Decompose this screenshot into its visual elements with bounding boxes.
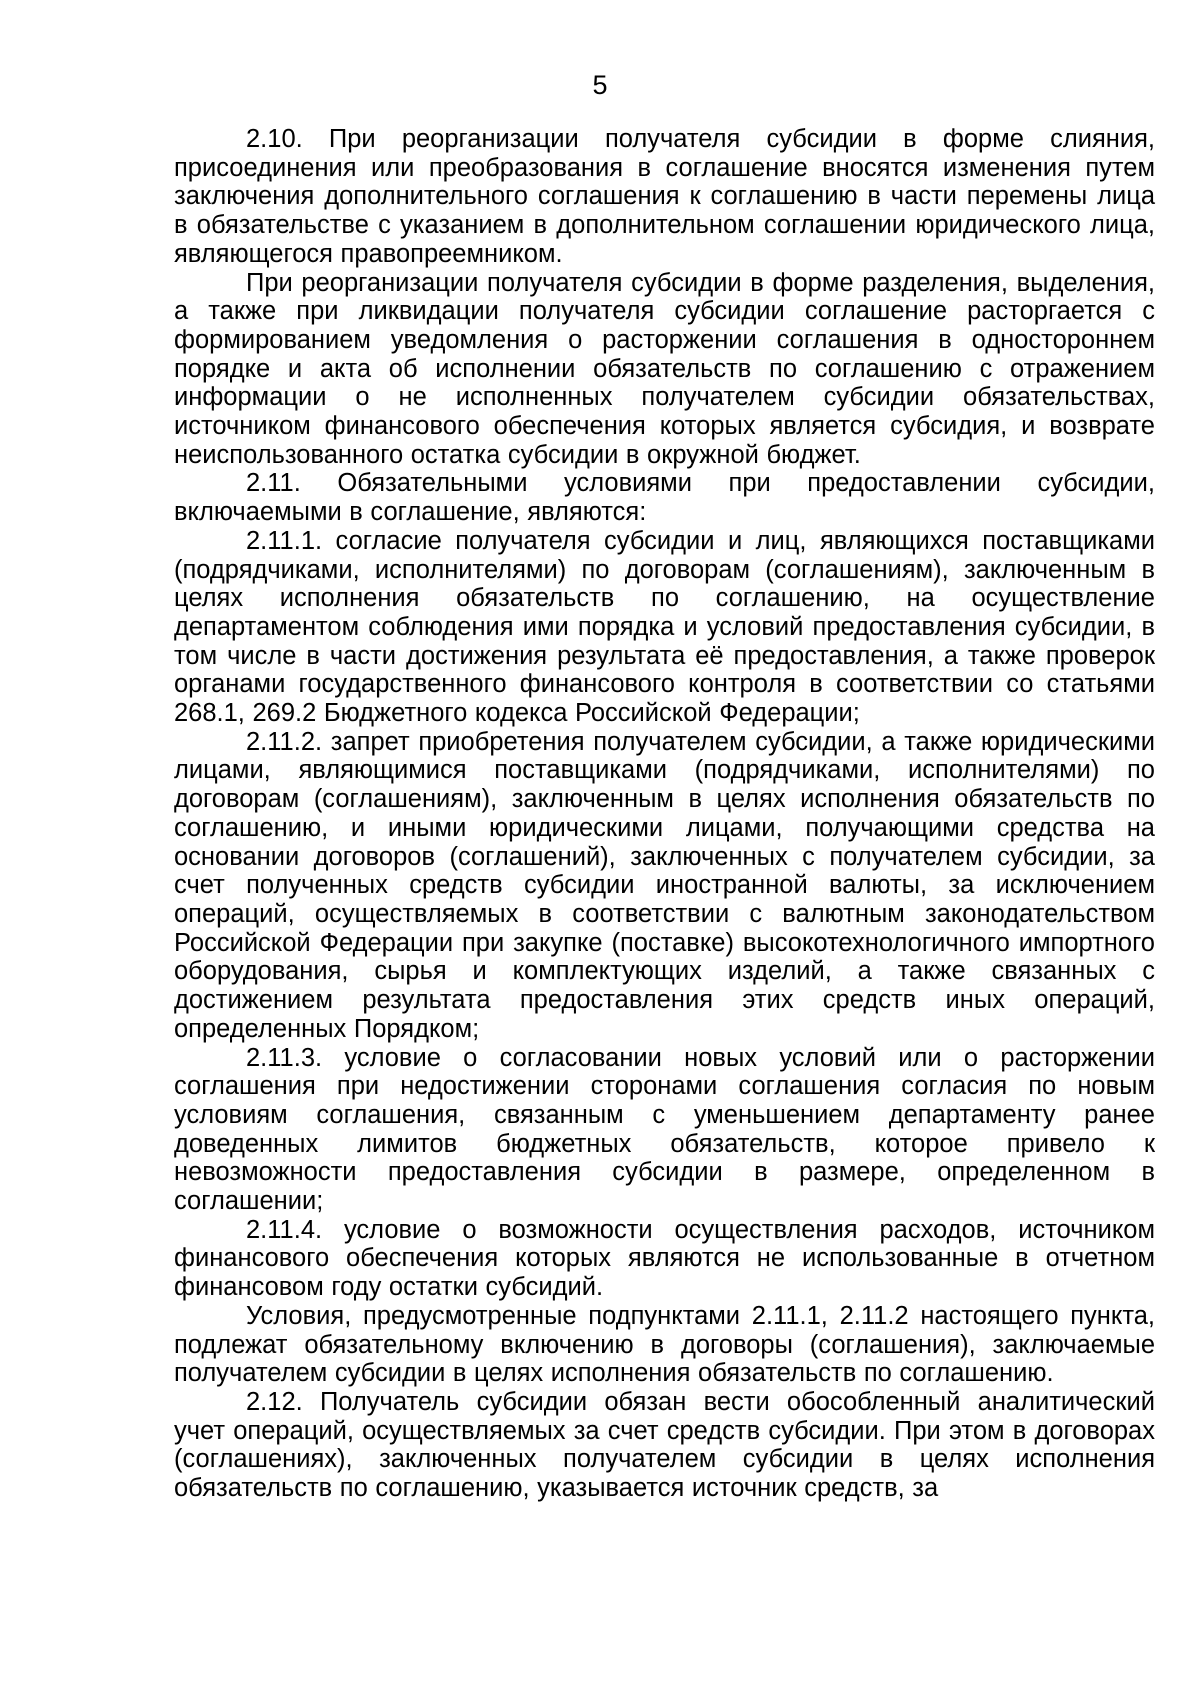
paragraph-2-11-1: 2.11.1. согласие получателя субсидии и лиц, являющихся поставщиками (подрядчиками, исполнителями) по договорам (соглашениям), заключенным в целях исполнения обязательств по соглашению, на осуществление департаментом соблюдения ими порядка и условий предоставления субсидии, в том числе в части достижения результата её предоставления, а также проверок органами государственного финансового контроля в соответствии со статьями 268.1, 269.2 Бюджетного кодекса Российской Федерации; (174, 526, 1155, 728)
paragraph-reorganization-division: При реорганизации получателя субсидии в форме разделения, выделения, а также при ликвидации получателя субсидии соглашение расторгается с формированием уведомления о расторжении соглашения в одностороннем порядке и акта об исполнении обязательств по соглашению с отражением информации о не исполненных получателем субсидии обязательствах, источником финансового обеспечения которых является субсидия, и возврате неиспользованного остатка субсидии в окружной бюджет. (174, 268, 1155, 469)
paragraph-2-11: 2.11. Обязательными условиями при предоставлении субсидии, включаемыми в соглашение, являются: (174, 469, 1155, 527)
paragraph-2-11-4: 2.11.4. условие о возможности осуществления расходов, источником финансового обеспечения которых являются не использованные в отчетном финансовом году остатки субсидий. (174, 1215, 1155, 1302)
paragraph-conditions: Условия, предусмотренные подпунктами 2.11.1, 2.11.2 настоящего пункта, подлежат обязательному включению в договоры (соглашения), заключаемые получателем субсидии в целях исполнения обязательств по соглашению. (174, 1301, 1155, 1388)
page-number: 5 (592, 70, 608, 100)
paragraph-2-12: 2.12. Получатель субсидии обязан вести обособленный аналитический учет операций, осуществляемых за счет средств субсидии. При этом в договорах (соглашениях), заключенных получателем субсидии в целях исполнения обязательств по соглашению, указывается источник средств, за (174, 1387, 1155, 1503)
paragraph-2-11-2: 2.11.2. запрет приобретения получателем субсидии, а также юридическими лицами, являющимися поставщиками (подрядчиками, исполнителями) по договорам (соглашениям), заключенным в целях исполнения обязательств по соглашению, и иными юридическими лицами, получающими средства на основании договоров (соглашений), заключенных с получателем субсидии, за счет полученных средств субсидии иностранной валюты, за исключением операций, осуществляемых в соответствии с валютным законодательством Российской Федерации при закупке (поставке) высокотехнологичного импортного оборудования, сырья и комплектующих изделий, а также связанных с достижением результата предоставления этих средств иных операций, определенных Порядком; (174, 727, 1155, 1043)
paragraph-2-10: 2.10. При реорганизации получателя субсидии в форме слияния, присоединения или преобразования в соглашение вносятся изменения путем заключения дополнительного соглашения к соглашению в части перемены лица в обязательстве с указанием в дополнительном соглашении юридического лица, являющегося правопреемником. (174, 125, 1155, 268)
paragraph-2-11-3: 2.11.3. условие о согласовании новых условий или о расторжении соглашения при недостижении сторонами соглашения согласия по новым условиям соглашения, связанным с уменьшением департаменту ранее доведенных лимитов бюджетных обязательств, которое привело к невозможности предоставления субсидии в размере, определенном в соглашении; (174, 1043, 1155, 1216)
document-body (174, 125, 1155, 1503)
